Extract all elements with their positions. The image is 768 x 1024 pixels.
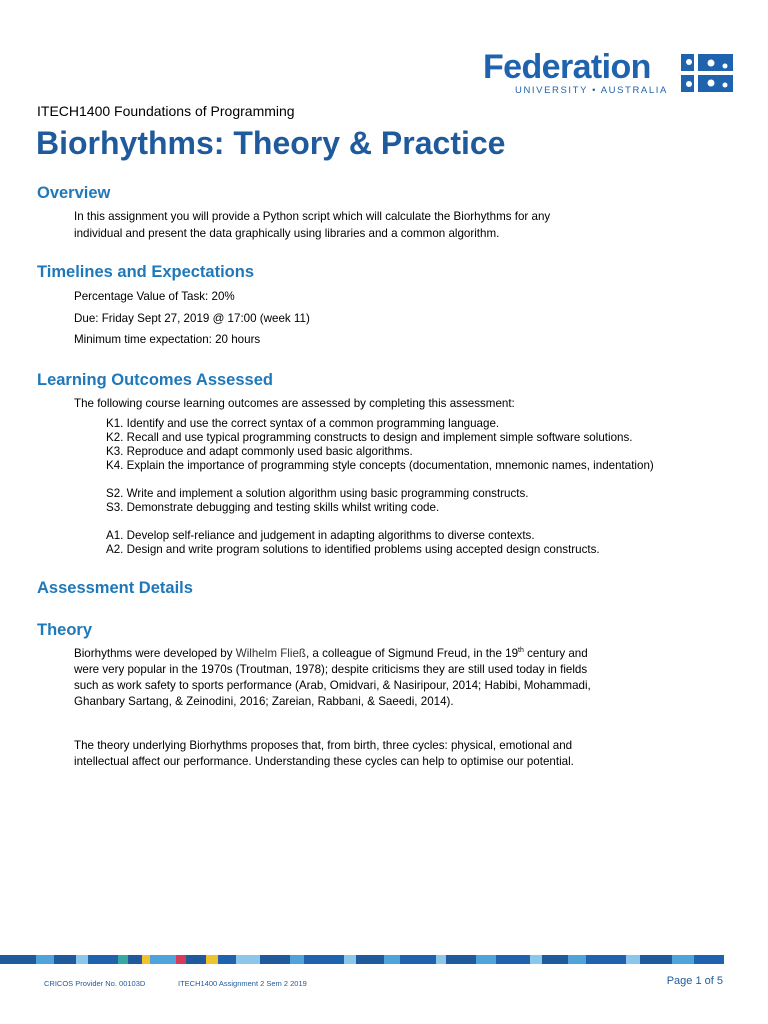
outcome-a1: A1. Develop self-reliance and judgement in adapting algorithms to diverse contexts. xyxy=(106,529,535,542)
overview-line-2: individual and present the data graphically using libraries and a common algorithm. xyxy=(74,227,500,240)
theory-p2-line-1: The theory underlying Biorhythms proposes that, from birth, three cycles: physical, emotional and xyxy=(74,739,573,752)
theory-p1-line-1: Biorhythms were developed by Wilhelm Fließ, a colleague of Sigmund Freud, in the 19th century and xyxy=(74,647,588,660)
timeline-item: Due: Friday Sept 27, 2019 @ 17:00 (week 11) xyxy=(74,312,310,325)
overview-heading: Overview xyxy=(37,184,111,202)
document-title: Biorhythms: Theory & Practice xyxy=(36,125,506,161)
theory-p1-line-3: such as work safety to sports performance (Arab, Omidvari, & Nasiripour, 2014; Habibi, Mohammadi, xyxy=(74,679,591,692)
outcome-k2: K2. Recall and use typical programming constructs to design and implement simple software solutions. xyxy=(106,431,633,444)
page-number: Page 1 of 5 xyxy=(666,975,723,987)
flag-icon xyxy=(681,54,733,92)
logo-subtitle: UNIVERSITY • AUSTRALIA xyxy=(515,85,668,96)
outcome-a2: A2. Design and write program solutions to identified problems using accepted design constructs. xyxy=(106,543,600,556)
footer-cricos: CRICOS Provider No. 00103D xyxy=(44,979,146,988)
theory-p1-line-2: were very popular in the 1970s (Troutman, 1978); despite criticisms they are still used today in fields xyxy=(74,663,588,676)
assessment-heading: Assessment Details xyxy=(37,579,193,597)
outcome-k1: K1. Identify and use the correct syntax of a common programming language. xyxy=(106,417,500,430)
course-code: ITECH1400 Foundations of Programming xyxy=(37,103,295,119)
footer-color-bar xyxy=(0,955,768,964)
overview-line-1: In this assignment you will provide a Python script which will calculate the Biorhythms for any xyxy=(74,210,551,223)
outcome-s2: S2. Write and implement a solution algorithm using basic programming constructs. xyxy=(106,487,529,500)
theory-p1-line-4: Ghanbary Sartang, & Zeinodini, 2016; Zareian, Rabbani, & Saeedi, 2014). xyxy=(74,695,454,708)
federation-logo xyxy=(483,48,735,98)
timelines-heading: Timelines and Expectations xyxy=(37,263,255,281)
theory-heading: Theory xyxy=(37,621,93,639)
timeline-item: Percentage Value of Task: 20% xyxy=(74,290,235,303)
outcome-k4: K4. Explain the importance of programming style concepts (documentation, mnemonic names, indentation) xyxy=(106,459,654,472)
theory-p2-line-2: intellectual affect our performance. Understanding these cycles can help to optimise our potential. xyxy=(74,755,574,768)
outcomes-intro: The following course learning outcomes are assessed by completing this assessment: xyxy=(74,397,515,410)
outcomes-heading: Learning Outcomes Assessed xyxy=(37,371,273,389)
outcome-k3: K3. Reproduce and adapt commonly used basic algorithms. xyxy=(106,445,413,458)
outcome-s3: S3. Demonstrate debugging and testing skills whilst writing code. xyxy=(106,501,440,514)
logo-wordmark: Federation xyxy=(483,48,651,86)
author-name: Wilhelm Fließ xyxy=(235,647,306,660)
footer-doc-id: ITECH1400 Assignment 2 Sem 2 2019 xyxy=(178,979,307,988)
timeline-item: Minimum time expectation: 20 hours xyxy=(74,333,261,346)
